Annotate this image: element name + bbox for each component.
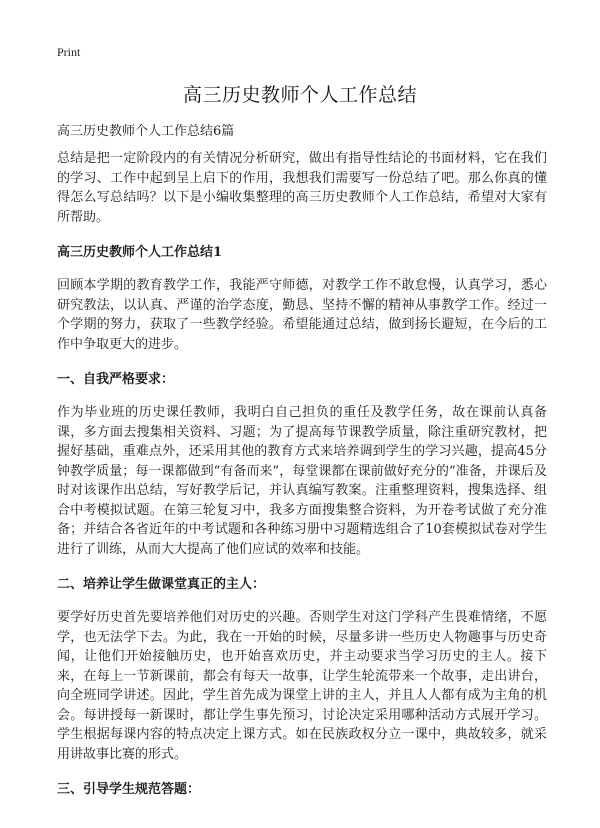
point-heading-2: 二、培养让学生做课堂真正的主人： <box>57 577 266 592</box>
point-heading-3: 三、引导学生规范答题： <box>57 782 201 797</box>
print-link[interactable]: Print <box>57 45 81 59</box>
page-title: 高三历史教师个人工作总结 <box>182 84 417 106</box>
section-paragraph: 回顾本学期的教育教学工作，我能严守师德，对教学工作不敢怠慢，认真学习，悉心研究教法，以认真、严谨的治学态度，勤恳、坚持不懈的精神从事教学工作。经过一个学期的努力，获取了一些教学经验。希望能通过总结，做到扬长避短，在今后的工作中争取更大的进步。 <box>57 278 547 352</box>
point-paragraph-1: 作为毕业班的历史课任教师，我明白自己担负的重任及教学任务，故在课前认真备课，多方面去搜集相关资料、习题；为了提高每节课教学质量，除注重研究教材，把握好基础，重难点外，还采用其他的教育方式来培养调到学生的学习兴趣，提高45分钟教学质量；每一课都做到“有备而来”，每堂课都在课前做好充分的“准备，并课后及时对该课作出总结，写好教学后记，并认真编写教案。注重整理资料，搜集选择、组合中考模拟试题。在第三轮复习中，我多方面搜集整合资料，为开卷考试做了充分准备；并结合各省近年的中考试题和各种练习册中习题精选组合了10套模拟试卷对学生进行了训练，从而大大提高了他们应试的效率和技能。 <box>57 405 547 557</box>
document-subtitle: 高三历史教师个人工作总结6篇 <box>57 124 235 139</box>
document-body <box>57 149 547 813</box>
section-heading: 高三历史教师个人工作总结1 <box>57 245 223 260</box>
point-heading-1: 一、自我严格要求： <box>57 372 175 387</box>
intro-paragraph: 总结是把一定阶段内的有关情况分析研究，做出有指导性结论的书面材料，它在我们的学习、工作中起到呈上启下的作用，我想我们需要写一份总结了吧。那么你真的懂得怎么写总结吗？以下是小编收集整理的高三历史教师个人工作总结，希望对大家有所帮助。 <box>57 151 547 225</box>
point-paragraph-2: 要学好历史首先要培养他们对历史的兴趣。否则学生对这门学科产生畏难情绪，不愿学，也无法学下去。为此，我在一开始的时候，尽量多讲一些历史人物趣事与历史奇闻，让他们开始接触历史，也开始喜欢历史，并主动要求当学习历史的主人。接下来，在每上一节新课前，都会有每天一故事，让学生轮流带来一个故事，走出讲台，向全班同学讲述。因此，学生首先成为课堂上讲的主人，并且人人都有成为主角的机会。每讲授每一新课时，都让学生事先预习，讨论决定采用哪种活动方式展开学习。学生根据每课内容的特点决定上课方式。如在民族政权分立一课中，典故较多，就采用讲故事比赛的形式。 <box>57 610 547 762</box>
